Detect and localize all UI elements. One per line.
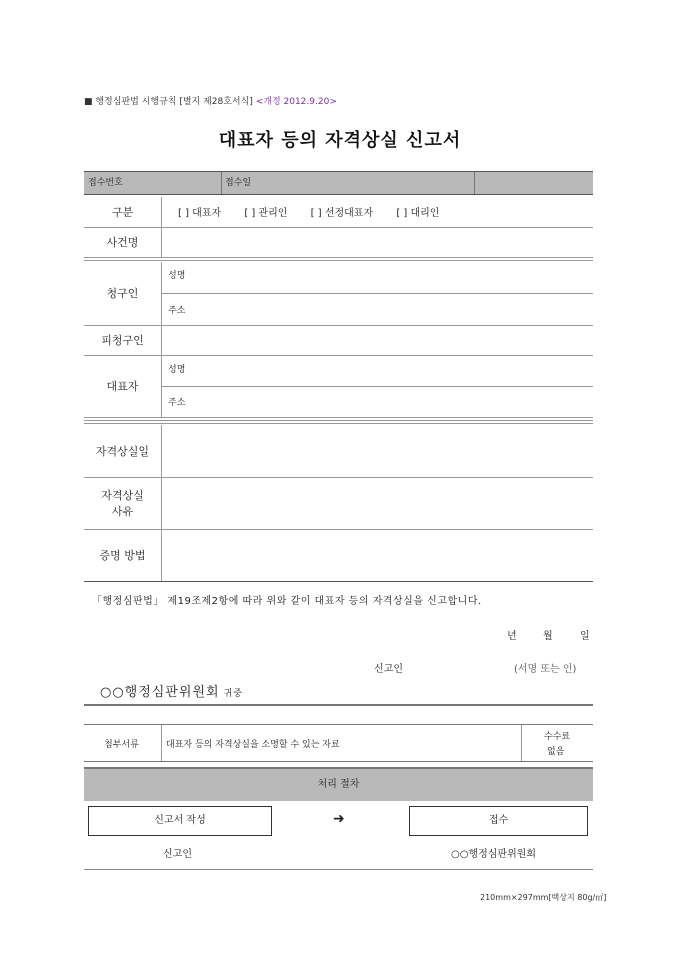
category-options xyxy=(162,197,594,227)
attachment-divider xyxy=(161,725,162,761)
procedure-step-write: 신고서 작성 xyxy=(88,806,272,836)
amendment-note: <개정 2012.9.20> xyxy=(255,97,337,107)
claimant-address-label: 주소 xyxy=(168,305,186,316)
claimant-label: 청구인 xyxy=(84,262,162,325)
proof-method-field[interactable] xyxy=(162,529,594,581)
committee-addressee xyxy=(100,681,243,700)
representative-label: 대표자 xyxy=(84,355,162,417)
attachment-row xyxy=(84,724,593,762)
procedure-header: 처리 절차 xyxy=(84,767,593,801)
bottom-divider xyxy=(84,869,593,870)
procedure-actor-declarant: 신고인 xyxy=(163,849,192,860)
representative-name-label: 성명 xyxy=(168,364,186,375)
section-divider xyxy=(84,257,593,261)
attachment-divider xyxy=(521,725,522,761)
loss-reason-field[interactable] xyxy=(162,477,594,529)
day-unit: 일 xyxy=(580,631,590,642)
attachment-value: 대표자 등의 자격상실을 소명할 수 있는 자료 xyxy=(166,740,340,750)
paper-size-note: 210mm×297mm[백상지 80g/㎡] xyxy=(480,893,607,902)
reception-divider xyxy=(221,172,222,194)
representative-address-label: 주소 xyxy=(168,398,186,408)
respondent-field[interactable] xyxy=(162,325,594,355)
representative-address-field[interactable] xyxy=(162,386,594,417)
signer-label: 신고인 xyxy=(374,664,403,675)
signature-hint: (서명 또는 인) xyxy=(514,664,577,675)
claimant-name-field[interactable] xyxy=(162,262,594,293)
proof-method-label: 증명 방법 xyxy=(84,529,162,581)
reception-date-label: 접수일 xyxy=(225,178,252,188)
procedure-actor-committee: ○○행정심판위원회 xyxy=(451,849,537,860)
page-title: 대표자 등의 자격상실 신고서 xyxy=(218,130,462,151)
loss-reason-label-line1: 자격상실 xyxy=(101,489,144,502)
category-option-manager[interactable]: [ ] 관리인 xyxy=(244,208,288,220)
arrow-right-icon: ➜ xyxy=(333,811,345,827)
representative-name-field[interactable] xyxy=(162,355,594,386)
claimant-name-label: 성명 xyxy=(168,271,186,281)
form-ref-text: ■ 행정심판법 시행규칙 [별지 제28호서식] xyxy=(84,97,253,107)
month-unit: 월 xyxy=(543,631,553,642)
year-unit: 년 xyxy=(507,631,517,642)
parties-section xyxy=(84,262,593,418)
fee-label: 수수료 xyxy=(544,732,571,742)
form-reference xyxy=(84,94,337,107)
reception-number-label: 접수번호 xyxy=(88,178,123,188)
category-label: 구분 xyxy=(84,197,162,227)
loss-reason-label-line2: 사유 xyxy=(111,505,134,518)
procedure-step-receive: 접수 xyxy=(409,806,588,836)
attachment-label: 첨부서류 xyxy=(104,740,139,750)
reception-divider xyxy=(474,172,475,194)
claimant-address-field[interactable] xyxy=(162,293,594,325)
loss-section xyxy=(84,425,593,582)
category-section xyxy=(84,197,593,258)
fee-value: 없음 xyxy=(547,747,565,757)
loss-date-label: 자격상실일 xyxy=(84,425,162,477)
loss-reason-label xyxy=(84,477,162,529)
loss-date-field[interactable] xyxy=(162,425,594,477)
section-divider xyxy=(84,420,593,424)
respondent-label: 피청구인 xyxy=(84,325,162,355)
case-name-field[interactable] xyxy=(162,227,594,257)
reception-bar xyxy=(84,171,593,195)
category-option-selected-representative[interactable]: [ ] 선정대표자 xyxy=(310,208,374,220)
committee-suffix: 귀중 xyxy=(223,689,243,699)
section-divider xyxy=(84,704,593,706)
committee-name: ○○행정심판위원회 xyxy=(100,685,220,700)
category-option-agent[interactable]: [ ] 대리인 xyxy=(396,208,440,220)
declaration-text: 「행정심판법」 제19조제2항에 따라 위와 같이 대표자 등의 자격상실을 신고합니다. xyxy=(92,596,482,607)
category-option-representative[interactable]: [ ] 대표자 xyxy=(178,208,222,220)
case-name-label: 사건명 xyxy=(84,227,162,257)
